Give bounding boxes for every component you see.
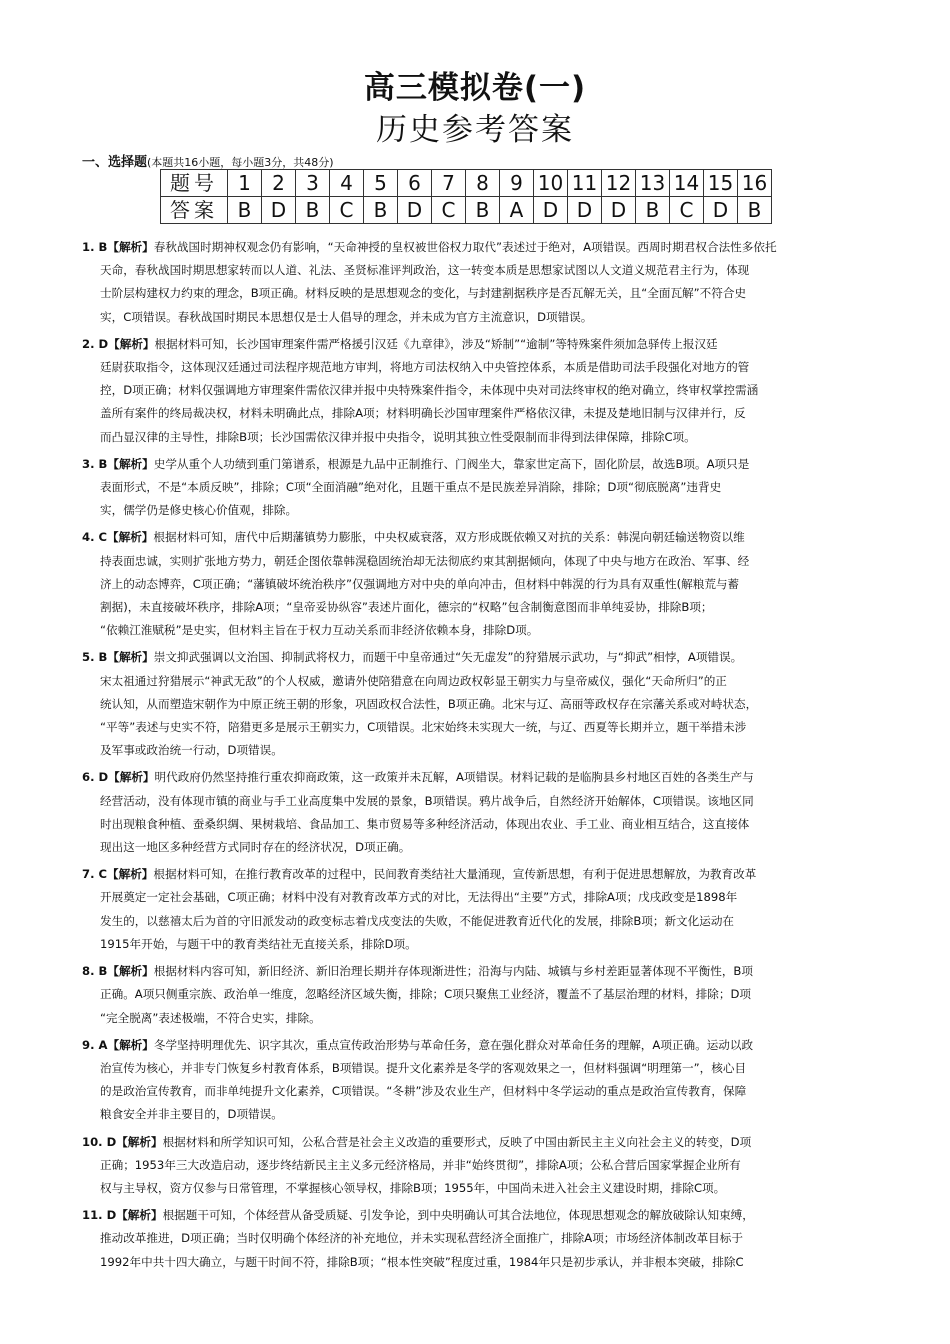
explanation-line: “依赖江淮赋税”是史实，但材料主旨在于权力互动关系而非经济依赖本身，排除D项。 [100,623,539,638]
explanation-line: 廷尉获取指令，这体现汉廷通过司法程序规范地方审判，将地方司法权纳入中央管控体系，本质是借助司法手段强化对地方的管 [100,360,750,375]
explanation-line: 开展奠定一定社会基础，C项正确；材料中没有对教育改革方式的对比，无法得出“主要”方式，排除A项；戊戌政变是1898年 [100,890,738,905]
explanation-line: 现出这一地区多种经营方式同时存在的经济状况，D项正确。 [100,840,411,855]
row-label-answer: 答案 [161,197,228,224]
explanation-line: 济上的动态博弈，C项正确；“藩镇破坏统治秩序”仅强调地方对中央的单向冲击，但材料中韩滉的行为具有双重性(解粮荒与蓄 [100,576,740,591]
answer-lead: 10. D【解析】 [82,1134,163,1149]
answer-cell: D [602,197,636,224]
explanation-line [82,1204,892,1227]
explanation-line: 及军事或政治统一行动，D项错误。 [100,743,283,758]
question-number-cell: 14 [670,170,704,197]
answer-lead: 5. B【解析】 [82,650,154,665]
page-title: 高三模拟卷(一) [363,70,587,106]
explanation-line: 发生的，以慈禧太后为首的守旧派发动的政变标志着戊戌变法的失败，不能促进教育近代化的发展，排除B项；新文化运动在 [100,913,735,928]
explanation-text: 春秋战国时期神权观念仍有影响，“天命神授的皇权被世俗权力取代”表述过于绝对，A项错误。西周时期君权合法性多依托 [153,240,777,254]
explanation-line: 权与主导权，资方仅参与日常管理，不掌握核心领导权，排除B项；1955年，中国尚未进入社会主义建设时期，排除C项。 [100,1180,726,1195]
explanation-line: 粮食安全并非主要目的，D项错误。 [100,1107,283,1122]
question-number-cell: 7 [432,170,466,197]
explanation-line [82,1131,892,1154]
explanation-line: 士阶层构建权力约束的理念，B项正确。材料反映的是思想观念的变化，与封建割据秩序是否瓦解无关，且“全面瓦解”不符合史 [100,286,747,301]
question-number-cell: 3 [296,170,330,197]
explanation-line: 的是政治宣传教育，而非单纯提升文化素养，C项错误。“冬耕”涉及农业生产，但材料中冬学运动的重点是政治宣传教育，保障 [100,1084,747,1099]
answer-lead: 3. B【解析】 [82,456,154,471]
explanation-text: 史学从重个人功绩到重门第谱系，根源是九品中正制推行、门阀坐大，靠家世定高下，固化阶层，故选B项。A项只是 [153,456,750,471]
explanation-text: 明代政府仍然坚持推行重农抑商政策，这一政策并未瓦解，A项错误。材料记载的是临朐县乡村地区百姓的各类生产与 [154,770,754,785]
explanation-line: 1992年中共十四大确立，与题干时间不符，排除B项；“根本性突破”程度过重，1984年只是初步承认，并非根本突破，排除C [100,1254,744,1269]
answer-lead: 7. C【解析】 [82,867,154,882]
explanation-line: 控，D项正确；材料仅强调地方审理案件需依汉律并报中央特殊案件指令，未体现中央对司法终审权的绝对确立，终审权掌控需涵 [100,383,759,398]
explanation-line [82,646,892,669]
answer-cell: A [500,197,534,224]
explanation-line: “平等”表述与史实不符，陪猎更多是展示王朝实力，C项错误。北宋始终未实现大一统，与辽、西夏等长期并立，题干举措未涉 [100,720,747,735]
explanation-item [82,1034,892,1127]
explanation-text: 根据题干可知，个体经营从备受质疑、引发争论，到中央明确认可其合法地位，体现思想观念的解放破除认知束缚， [162,1208,754,1223]
explanation-text: 根据材料可知，在推行教育改革的过程中，民间教育类结社大量涌现，宣传新思想，有利于促进思想解放，为教育改革 [153,867,757,882]
explanation-list [82,236,892,1278]
explanation-line: 持表面忠诚，实则扩张地方势力，朝廷企图依靠韩滉稳固统治却无法彻底约束其割据倾向，体现了中央与地方在政治、军事、经 [100,553,750,568]
question-number-cell: 9 [500,170,534,197]
explanation-line [82,333,892,356]
question-number-cell: 6 [398,170,432,197]
explanation-line [82,766,892,789]
answer-cell: D [704,197,738,224]
section-name: 一、选择题 [82,155,148,170]
explanation-line: 1915年开始，与题干中的教育类结社无直接关系，排除D项。 [100,936,417,951]
answer-lead: 9. A【解析】 [82,1037,154,1052]
answer-cell: C [330,197,364,224]
explanation-line [82,1034,892,1057]
answer-lead: 6. D【解析】 [82,770,155,785]
explanation-item [82,1204,892,1274]
answer-lead: 1. B【解析】 [82,240,154,254]
explanation-line: 宋太祖通过狩猎展示“神武无敌”的个人权威，邀请外使陪猎意在向周边政权彰显王朝实力与皇帝威仪，强化“天命所归”的正 [100,673,727,688]
question-number-cell: 11 [568,170,602,197]
answer-lead: 11. D【解析】 [82,1208,163,1223]
section-note: (本题共16小题，每小题3分，共48分) [147,156,334,169]
question-number-cell: 10 [534,170,568,197]
answer-cell: B [466,197,500,224]
explanation-line [82,453,892,476]
question-number-cell: 15 [704,170,738,197]
explanation-item [82,863,892,956]
explanation-line: 治宣传为核心，并非专门恢复乡村教育体系，B项错误。提升文化素养是冬学的客观效果之一，但材料强调“明理第一”，核心目 [100,1060,747,1075]
answer-cell: B [296,197,330,224]
explanation-line: 天命，春秋战国时期思想家转而以人道、礼法、圣贤标准评判政治，这一转变本质是思想家试图以人文道义规范君主行为，体现 [100,263,750,278]
answer-cell: B [636,197,670,224]
answer-lead: 4. C【解析】 [82,530,154,545]
explanation-text: 冬学坚持明理优先、识字其次，重点宣传政治形势与革命任务，意在强化群众对革命任务的理解，A项正确。运动以政 [153,1037,754,1052]
question-number-cell: 2 [262,170,296,197]
explanation-item [82,333,892,449]
explanation-line [82,526,892,549]
answer-cell: D [262,197,296,224]
answer-cell: B [228,197,262,224]
answer-table [160,169,772,224]
answer-cell: B [364,197,398,224]
explanation-item [82,526,892,642]
explanation-line: 割据)，未直接破坏秩序，排除A项；“皇帝妥协纵容”表述片面化，德宗的“权略”包含制衡意图而非单纯妥协，排除B项； [100,600,713,615]
explanation-item [82,766,892,859]
answer-cell: C [670,197,704,224]
explanation-line: 经营活动，没有体现市镇的商业与手工业高度集中发展的景象，B项错误。鸦片战争后，自然经济开始解体，C项错误。该地区同 [100,793,754,808]
explanation-text: 根据材料内容可知，新旧经济、新旧治理长期并存体现渐进性；沿海与内陆、城镇与乡村差距显著体现不平衡性，B项 [153,964,753,979]
explanation-line: 统认知，从而塑造宋朝作为中原正统王朝的形象，巩固政权合法性，B项正确。北宋与辽、高丽等政权存在宗藩关系或对峙状态， [100,696,758,711]
explanation-item [82,646,892,762]
answer-cell: D [568,197,602,224]
explanation-line: 实，儒学仍是修史核心价值观，排除。 [100,503,298,518]
explanation-text: 根据材料和所学知识可知，公私合营是社会主义改造的重要形式，反映了中国由新民主主义向社会主义的转变，D项 [162,1134,752,1149]
answer-cell: D [398,197,432,224]
question-number-cell: 13 [636,170,670,197]
explanation-line: “完全脱离”表述极端，不符合史实，排除。 [100,1010,321,1025]
explanation-line: 时出现粮食种植、蚕桑织绸、果树栽培、食品加工、集市贸易等多种经济活动，体现出农业、手工业、商业相互结合，这直接体 [100,816,750,831]
explanation-line: 表面形式，不是“本质反映”，排除；C项“全面消融”绝对化，且题干重点不是民族差异消除，排除；D项“彻底脱离”违背史 [100,480,722,495]
answer-cell: B [738,197,772,224]
explanation-text: 根据材料可知，唐代中后期藩镇势力膨胀，中央权威衰落，双方形成既依赖又对抗的关系：韩滉向朝廷输送物资以维 [153,530,745,545]
question-number-cell: 12 [602,170,636,197]
explanation-text: 根据材料可知，长沙国审理案件需严格援引汉廷《九章律》，涉及“矫制”“逾制”等特殊案件须加急驿传上报汉廷 [154,336,718,351]
question-number-cell: 5 [364,170,398,197]
explanation-line [82,863,892,886]
explanation-line: 而凸显汉律的主导性，排除B项；长沙国需依汉律并报中央指令，说明其独立性受限制而非得到法律保障，排除C项。 [100,429,696,444]
question-number-cell: 16 [738,170,772,197]
explanation-line [82,236,892,259]
explanation-line: 实，C项错误。春秋战国时期民本思想仅是士人倡导的理念，并未成为官方主流意识，D项错误。 [100,309,593,324]
explanation-item [82,960,892,1030]
explanation-item [82,453,892,523]
explanation-line: 正确。A项只侧重宗族、政治单一维度，忽略经济区域失衡，排除；C项只聚焦工业经济，覆盖不了基层治理的材料，排除；D项 [100,987,752,1002]
explanation-text: 崇文抑武强调以文治国、抑制武将权力，而题干中皇帝通过“矢无虚发”的狩猎展示武功，与“抑武”相悖，A项错误。 [153,650,743,665]
question-number-cell: 4 [330,170,364,197]
answer-lead: 2. D【解析】 [82,336,155,351]
explanation-line: 正确；1953年三大改造启动，逐步终结新民主主义多元经济格局，并非“始终贯彻”，排除A项；公私合营后国家掌握企业所有 [100,1157,741,1172]
answer-cell: C [432,197,466,224]
answer-cell: D [534,197,568,224]
explanation-item [82,236,892,329]
row-label-number: 题号 [161,170,228,197]
question-number-cell: 8 [466,170,500,197]
page-subtitle: 历史参考答案 [376,112,574,148]
answer-table-answer-row [161,197,772,224]
answer-table-number-row [161,170,772,197]
explanation-line: 盖所有案件的终局裁决权，材料未明确此点，排除A项；材料明确长沙国审理案件严格依汉律，未提及楚地旧制与汉律并行，反 [100,406,746,421]
explanation-item [82,1131,892,1201]
explanation-line: 推动改革推进，D项正确；当时仅明确个体经济的补充地位，并未实现私营经济全面推广，排除A项；市场经济体制改革目标于 [100,1231,743,1246]
explanation-line [82,960,892,983]
answer-lead: 8. B【解析】 [82,964,154,979]
question-number-cell: 1 [228,170,262,197]
